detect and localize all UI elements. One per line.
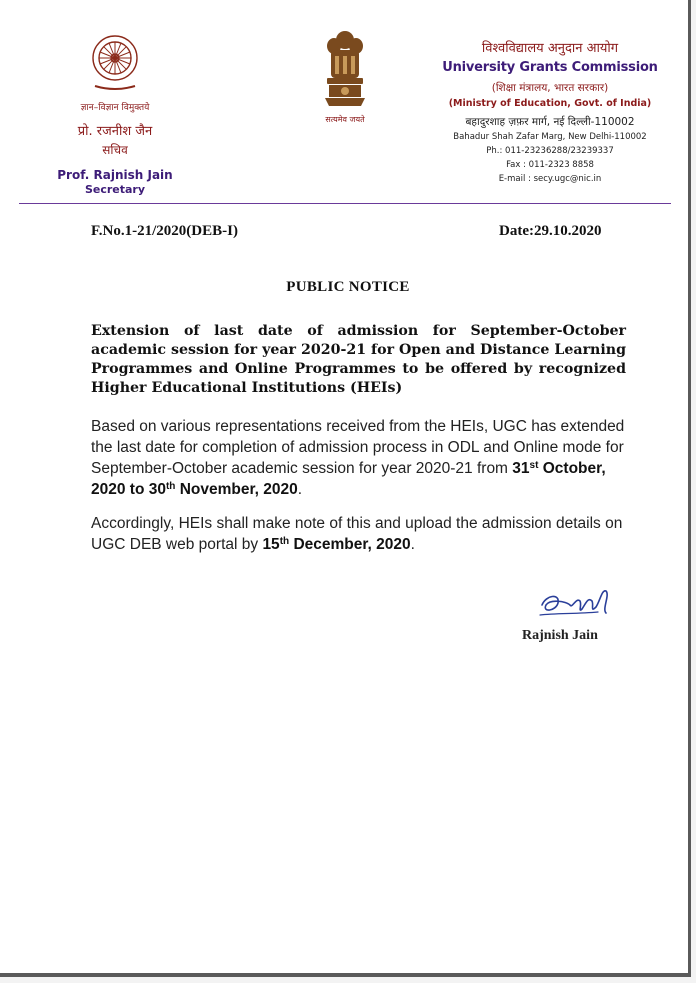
old-date-day: 31 <box>512 460 530 477</box>
upload-date-day: 15 <box>262 536 280 553</box>
notice-paragraph-2 <box>91 513 626 555</box>
new-date-suffix: th <box>165 481 176 492</box>
ugc-logo-icon <box>87 28 143 94</box>
signature-icon <box>536 583 614 623</box>
old-date-rest: October, 2020 to 30 <box>91 460 606 498</box>
file-number: F.No.1-21/2020(DEB-I) <box>91 223 238 239</box>
org-name-english: University Grants Commission <box>442 60 658 75</box>
old-date-suffix: st <box>529 460 539 471</box>
address-english: Bahadur Shah Zafar Marg, New Delhi-110002 <box>453 132 647 142</box>
letterhead-right <box>440 38 660 184</box>
secretary-name-hindi: प्रो. रजनीश जैन <box>77 124 153 139</box>
paragraph-1-end: . <box>297 481 303 498</box>
paragraph-2-end: . <box>410 536 415 553</box>
phone-number: Ph.: 011-23236288/23239337 <box>486 146 614 156</box>
org-name-hindi: विश्वविद्यालय अनुदान आयोग <box>481 41 619 56</box>
upload-date-suffix: th <box>279 536 290 547</box>
secretary-name-english: Prof. Rajnish Jain <box>57 168 173 182</box>
secretary-designation-hindi: सचिव <box>102 143 128 157</box>
letterhead-center <box>310 28 380 125</box>
ministry-english: (Ministry of Education, Govt. of India) <box>448 98 652 109</box>
notice-title: PUBLIC NOTICE <box>286 279 410 295</box>
ugc-motto: ज्ञान–विज्ञान विमुक्तये <box>80 103 150 113</box>
new-date-rest: November, 2020 <box>175 481 298 498</box>
emblem-motto: सत्यमेव जयते <box>325 115 365 124</box>
ministry-hindi: (शिक्षा मंत्रालय, भारत सरकार) <box>491 82 609 94</box>
letterhead-left <box>40 28 190 196</box>
fax-number: Fax : 011-2323 8858 <box>506 160 594 170</box>
address-hindi: बहादुरशाह ज़फ़र मार्ग, नई दिल्ली-110002 <box>465 116 635 128</box>
signatory-name: Rajnish Jain <box>522 628 598 643</box>
secretary-designation-english: Secretary <box>84 183 146 196</box>
notice-date: Date:29.10.2020 <box>499 223 602 239</box>
paragraph-2-text: Accordingly, HEIs shall make note of this and upload the admission details on UGC DEB web portal by <box>91 515 623 553</box>
paragraph-1-text: Based on various representations received from the HEIs, UGC has extended the last date for completion of admission process in ODL and Online mode for September-October academic session for year 2020-21 from <box>91 418 625 477</box>
upload-date-rest: December, 2020 <box>289 536 411 553</box>
letterhead-divider <box>19 203 671 204</box>
notice-subject: Extension of last date of admission for September-October academic session for year 2020-21 for Open and Distance Learning Programmes and Online Programmes to be offered by recognized Higher Educational Institutions (HEIs) <box>91 323 626 396</box>
email-address: E-mail : secy.ugc@nic.in <box>498 174 602 184</box>
notice-paragraph-1 <box>91 416 626 500</box>
national-emblem-icon <box>321 28 369 110</box>
upload-deadline <box>262 536 410 553</box>
